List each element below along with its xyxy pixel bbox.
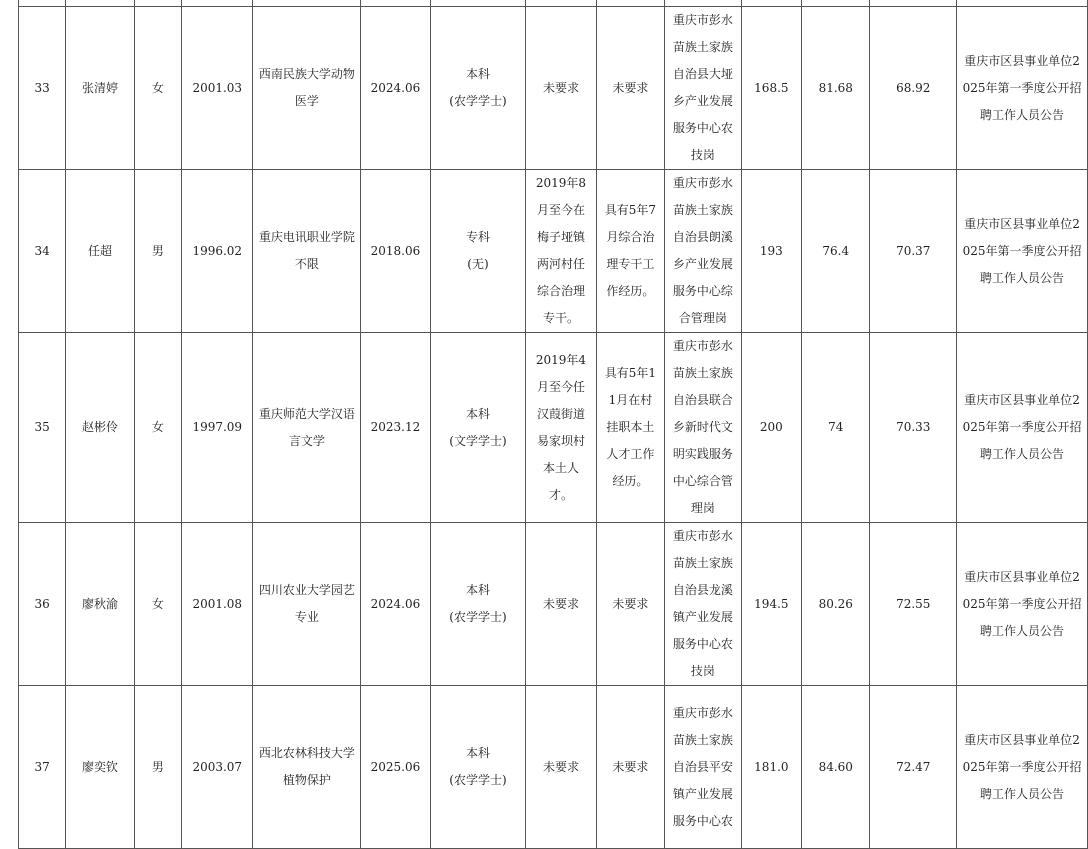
cell-interview: 84.60 [802, 686, 870, 849]
table-row [19, 333, 1088, 523]
cell-exp2: 具有5年11月在村挂职本土人才工作经历。 [596, 333, 664, 523]
table-row [19, 7, 1088, 170]
cell-degree: 本科 (农学学士) [430, 686, 526, 849]
cell-interview: 76.4 [802, 170, 870, 333]
cell-post: 重庆市彭水苗族土家族自治县朗溪乡产业发展服务中心综合管理岗 [665, 170, 742, 333]
cell-grad: 2018.06 [361, 170, 430, 333]
cell-gender: 男 [134, 170, 181, 333]
cell-notice: 重庆市区县事业单位2025年第一季度公开招聘工作人员公告 [957, 7, 1088, 170]
cell-post: 重庆市彭水苗族土家族自治县平安镇产业发展服务中心农 [665, 686, 742, 849]
cell-name: 赵彬伶 [66, 333, 134, 523]
cell-exp1: 2019年4月至今任汉葭街道易家坝村本土人才。 [526, 333, 596, 523]
cell-school-major: 重庆师范大学汉语言文学 [253, 333, 361, 523]
cell-degree: 本科 (农学学士) [430, 523, 526, 686]
cell-exp1: 未要求 [526, 523, 596, 686]
cell-gender: 女 [134, 7, 181, 170]
cell-exp1: 未要求 [526, 7, 596, 170]
cell-no: 37 [19, 686, 66, 849]
cell-exp2: 具有5年7月综合治理专干工作经历。 [596, 170, 664, 333]
cell-name: 廖秋渝 [66, 523, 134, 686]
cell-name: 廖奕钦 [66, 686, 134, 849]
cell-post: 重庆市彭水苗族土家族自治县联合乡新时代文明实践服务中心综合管理岗 [665, 333, 742, 523]
cell-birth: 2001.03 [182, 7, 253, 170]
cell-degree: 本科 (农学学士) [430, 7, 526, 170]
table-row [19, 170, 1088, 333]
cell-grad: 2023.12 [361, 333, 430, 523]
cell-total: 72.47 [870, 686, 957, 849]
cell-notice: 重庆市区县事业单位2025年第一季度公开招聘工作人员公告 [957, 333, 1088, 523]
cell-notice: 重庆市区县事业单位2025年第一季度公开招聘工作人员公告 [957, 686, 1088, 849]
cell-school-major: 西北农林科技大学植物保护 [253, 686, 361, 849]
cell-exp2: 未要求 [596, 686, 664, 849]
cell-total: 70.33 [870, 333, 957, 523]
table-row [19, 686, 1088, 849]
cell-notice: 重庆市区县事业单位2025年第一季度公开招聘工作人员公告 [957, 170, 1088, 333]
cell-notice: 重庆市区县事业单位2025年第一季度公开招聘工作人员公告 [957, 523, 1088, 686]
cell-exp1: 未要求 [526, 686, 596, 849]
cell-school-major: 四川农业大学园艺专业 [253, 523, 361, 686]
cell-gender: 女 [134, 523, 181, 686]
cell-grad: 2024.06 [361, 7, 430, 170]
cell-birth: 2003.07 [182, 686, 253, 849]
cell-written: 181.0 [741, 686, 801, 849]
cell-birth: 1996.02 [182, 170, 253, 333]
cell-interview: 74 [802, 333, 870, 523]
cell-school-major: 重庆电讯职业学院不限 [253, 170, 361, 333]
cell-total: 70.37 [870, 170, 957, 333]
cell-school-major: 西南民族大学动物医学 [253, 7, 361, 170]
cell-degree: 本科 (文学学士) [430, 333, 526, 523]
cell-written: 200 [741, 333, 801, 523]
cell-exp1: 2019年8月至今在梅子垭镇两河村任综合治理专干。 [526, 170, 596, 333]
cell-total: 72.55 [870, 523, 957, 686]
cell-written: 194.5 [741, 523, 801, 686]
cell-grad: 2025.06 [361, 686, 430, 849]
cell-no: 33 [19, 7, 66, 170]
cell-birth: 2001.08 [182, 523, 253, 686]
results-table [18, 0, 1088, 849]
table-row [19, 523, 1088, 686]
cell-birth: 1997.09 [182, 333, 253, 523]
cell-interview: 81.68 [802, 7, 870, 170]
cell-gender: 男 [134, 686, 181, 849]
cell-no: 36 [19, 523, 66, 686]
cell-exp2: 未要求 [596, 7, 664, 170]
cell-no: 34 [19, 170, 66, 333]
cell-name: 张清婷 [66, 7, 134, 170]
cell-interview: 80.26 [802, 523, 870, 686]
cell-grad: 2024.06 [361, 523, 430, 686]
cell-written: 168.5 [741, 7, 801, 170]
cell-no: 35 [19, 333, 66, 523]
cell-name: 任超 [66, 170, 134, 333]
cell-exp2: 未要求 [596, 523, 664, 686]
cell-degree: 专科 (无) [430, 170, 526, 333]
cell-post: 重庆市彭水苗族土家族自治县龙溪镇产业发展服务中心农技岗 [665, 523, 742, 686]
cell-gender: 女 [134, 333, 181, 523]
cell-written: 193 [741, 170, 801, 333]
cell-post: 重庆市彭水苗族土家族自治县大垭乡产业发展服务中心农技岗 [665, 7, 742, 170]
cell-total: 68.92 [870, 7, 957, 170]
